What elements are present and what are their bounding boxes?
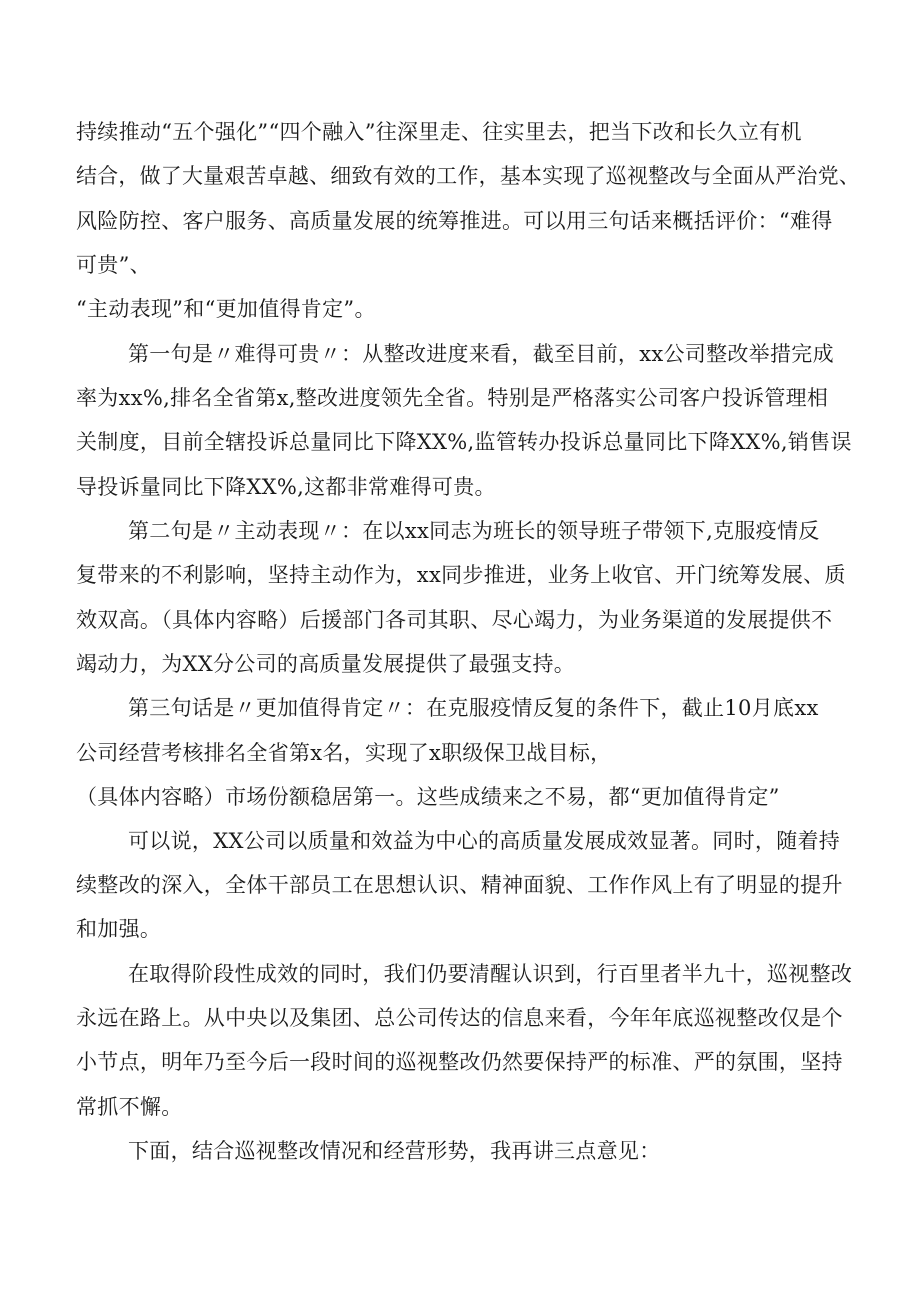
paragraph-line: 导投诉量同比下降XX%,这都非常难得可贵。 (76, 475, 496, 499)
paragraph-line: 复带来的不利影响，坚持主动作为，xx同步推进，业务上收官、开门统筹发展、质 (76, 563, 846, 587)
paragraph-line: 第二句是〃主动表现〃：在以xx同志为班长的领导班子带领下,克服疫情反 (128, 519, 820, 543)
paragraph-line: 在取得阶段性成效的同时，我们仍要清醒认识到，行百里者半九十，巡视整改 (128, 962, 853, 986)
paragraph-line: 风险防控、客户服务、高质量发展的统筹推进。可以用三句话来概括评价：“难得 (76, 209, 833, 233)
paragraph-line: 常抓不懈。 (76, 1095, 183, 1119)
paragraph-line: 率为xx%,排名全省第x,整改进度领先全省。特别是严格落实公司客户投诉管理相 (76, 386, 829, 410)
paragraph-line: 小节点，明年乃至今后一段时间的巡视整改仍然要保持严的标准、严的氛围，坚持 (76, 1050, 843, 1074)
paragraph-line: 续整改的深入，全体干部员工在思想认识、精神面貌、工作作风上有了明显的提升 (76, 873, 843, 897)
paragraph-line: （具体内容略）市场份额稳居第一。这些成绩来之不易，都“更加值得肯定” (76, 785, 780, 809)
paragraph-line: 效双高。（具体内容略）后援部门各司其职、尽心竭力，为业务渠道的发展提供不 (76, 608, 833, 632)
paragraph-line: 和加强。 (76, 917, 162, 941)
paragraph-line: 第三句话是〃更加值得肯定〃：在克服疫情反复的条件下，截止10月底xx (128, 696, 819, 720)
paragraph-line: 结合，做了大量艰苦卓越、细致有效的工作，基本实现了巡视整改与全面从严治党、 (76, 164, 861, 188)
paragraph-line: 持续推动“五个强化”“四个融入”往深里走、往实里去，把当下改和长久立有机 (76, 120, 802, 144)
paragraph-line: 可以说，XX公司以质量和效益为中心的高质量发展成效显著。同时，随着持 (128, 829, 841, 853)
paragraph-line: “主动表现”和“更加值得肯定”。 (76, 297, 376, 321)
paragraph-line: 永远在路上。从中央以及集团、总公司传达的信息来看，今年年底巡视整改仅是个 (76, 1006, 843, 1030)
paragraph-line: 公司经营考核排名全省第x名，实现了x职级保卫战目标， (76, 741, 612, 765)
paragraph-line: 竭动力，为XX分公司的高质量发展提供了最强支持。 (76, 652, 576, 676)
paragraph-line: 第一句是〃难得可贵〃：从整改进度来看，截至目前，xx公司整改举措完成 (128, 342, 834, 366)
paragraph-line: 可贵”、 (76, 253, 151, 277)
paragraph-line: 关制度，目前全辖投诉总量同比下降XX%,监管转办投诉总量同比下降XX%,销售误 (76, 430, 852, 454)
paragraph-line: 下面，结合巡视整改情况和经营形势，我再讲三点意见： (128, 1139, 661, 1163)
